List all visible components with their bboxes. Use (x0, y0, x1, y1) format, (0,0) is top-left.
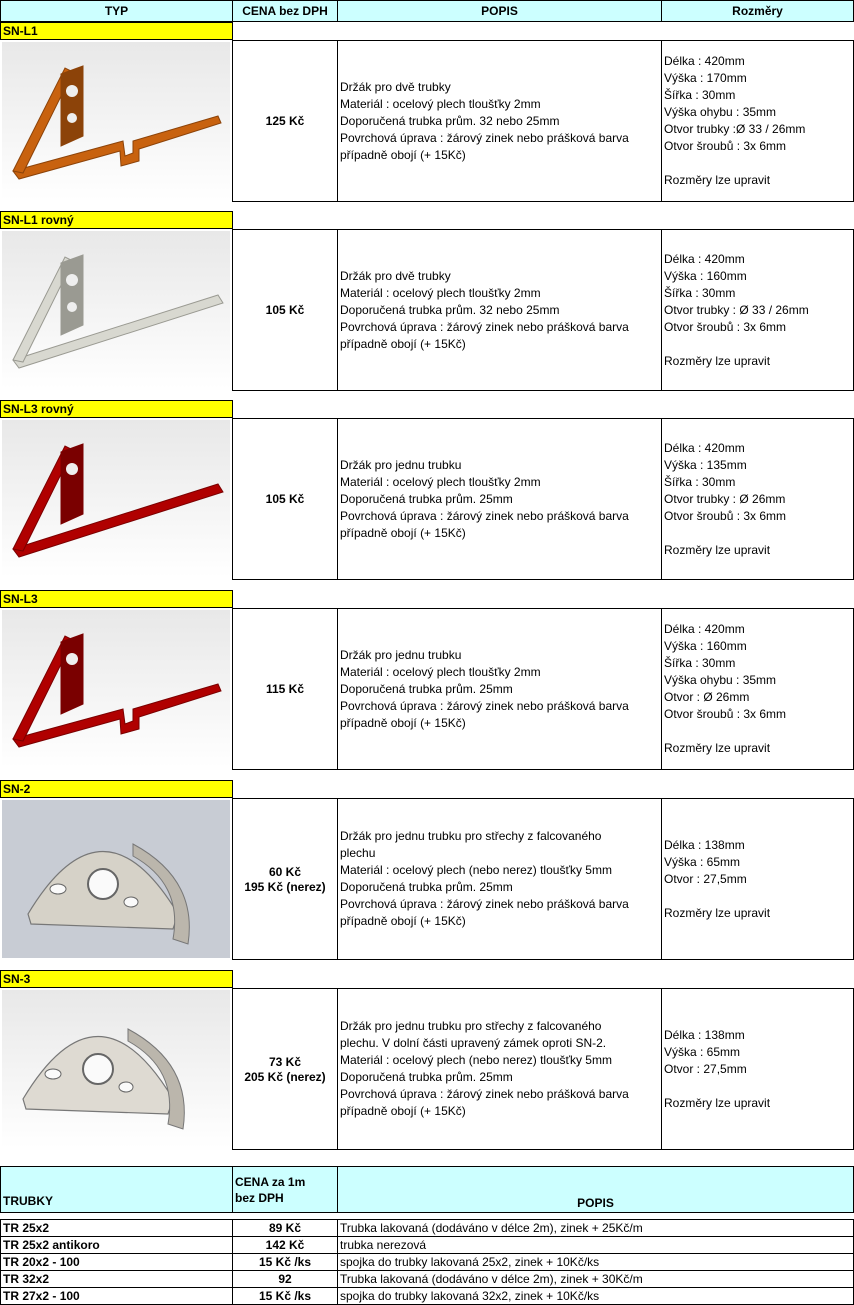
description-line: případně obojí (+ 15Kč) (340, 715, 466, 730)
description-line: plechu (340, 846, 376, 860)
description-line: Povrchová úprava : žárový zinek nebo prášková barva (340, 130, 629, 145)
description-line: Materiál : ocelový plech (nebo nerez) tloušťky 5mm (340, 863, 612, 877)
tubes-header-cena (232, 1166, 338, 1213)
dimension-line: Rozměry lze upravit (664, 353, 771, 368)
tube-price: 92 (232, 1270, 338, 1288)
product-description-cell (337, 418, 662, 580)
tubes-header-typ: TRUBKY (0, 1166, 233, 1213)
description-line: Materiál : ocelový plech tloušťky 2mm (340, 664, 541, 679)
dimension-line: Otvor trubky : Ø 33 / 26mm (664, 302, 809, 317)
tube-name: TR 27x2 - 100 (0, 1287, 233, 1305)
product-price-cell (232, 798, 338, 960)
product-description-cell (337, 229, 662, 391)
description-line: Materiál : ocelový plech tloušťky 2mm (340, 285, 541, 300)
dimension-line: Délka : 138mm (664, 1027, 745, 1042)
header-typ: TYP (0, 0, 233, 22)
dimension-line: Otvor šroubů : 3x 6mm (664, 707, 787, 721)
tubes-header-cena-line2: bez DPH (235, 1190, 284, 1205)
product-dimensions-cell (661, 608, 854, 770)
description-line: Doporučená trubka prům. 25mm (340, 880, 513, 894)
dimension-line (664, 525, 786, 542)
dimension-line: Šířka : 30mm (664, 474, 736, 489)
tube-description: Trubka lakovaná (dodáváno v délce 2m), zinek + 25Kč/m (337, 1219, 854, 1237)
product-price: 125 Kč (265, 114, 305, 128)
product-description-cell (337, 608, 662, 770)
tube-price: 15 Kč /ks (232, 1253, 338, 1271)
dimension-line: Délka : 420mm (664, 440, 745, 455)
tube-name: TR 25x2 antikoro (0, 1236, 233, 1254)
description-line: Doporučená trubka prům. 32 nebo 25mm (340, 113, 560, 128)
product-description (340, 457, 629, 542)
product-dimensions (664, 53, 805, 189)
dimension-line: Výška : 135mm (664, 457, 747, 472)
description-line: Povrchová úprava : žárový zinek nebo prášková barva (340, 508, 629, 523)
product-price: 73 Kč (268, 1054, 302, 1069)
dimension-line: Otvor šroubů : 3x 6mm (664, 508, 787, 523)
product-image-svg (3, 994, 229, 1144)
dimension-line: Výška : 65mm (664, 1044, 741, 1059)
tube-description: Trubka lakovaná (dodáváno v délce 2m), zinek + 30Kč/m (337, 1270, 854, 1288)
dimension-line (664, 336, 809, 353)
product-price: 60 Kč (268, 864, 302, 879)
dimension-line (664, 1078, 770, 1095)
description-line: případně obojí (+ 15Kč) (340, 336, 466, 351)
product-type-label: SN-L3 (0, 590, 233, 608)
description-line: případně obojí (+ 15Kč) (340, 1104, 466, 1118)
description-line: Doporučená trubka prům. 25mm (340, 491, 513, 506)
product-dimensions (664, 621, 786, 757)
product-image (2, 231, 230, 389)
dimension-line: Otvor : 27,5mm (664, 871, 747, 886)
product-image (2, 800, 230, 958)
description-line: Držák pro dvě trubky (340, 79, 451, 94)
description-line: Povrchová úprava : žárový zinek nebo prášková barva (340, 897, 629, 911)
dimension-line: Šířka : 30mm (664, 285, 736, 300)
description-line: Materiál : ocelový plech tloušťky 2mm (340, 474, 541, 489)
product-image (2, 420, 230, 578)
description-line: případně obojí (+ 15Kč) (340, 147, 466, 162)
dimension-line (664, 155, 805, 172)
product-image-svg (3, 614, 229, 764)
product-price: 115 Kč (265, 682, 305, 696)
description-line: Povrchová úprava : žárový zinek nebo prášková barva (340, 698, 629, 713)
product-type-label: SN-L3 rovný (0, 400, 233, 418)
dimension-line: Rozměry lze upravit (664, 741, 771, 755)
product-description (340, 647, 629, 732)
dimension-line: Šířka : 30mm (664, 88, 736, 102)
dimension-line: Otvor trubky : Ø 26mm (664, 491, 786, 506)
dimension-line: Výška ohybu : 35mm (664, 673, 777, 687)
tube-price: 89 Kč (232, 1219, 338, 1237)
product-image-svg (3, 804, 229, 954)
tubes-header-popis: POPIS (337, 1166, 854, 1213)
dimension-line: Délka : 420mm (664, 622, 745, 636)
tube-description: trubka nerezová (337, 1236, 854, 1254)
product-description-cell (337, 798, 662, 960)
product-price: 105 Kč (265, 492, 305, 506)
description-line: Materiál : ocelový plech tloušťky 2mm (340, 96, 541, 111)
product-description (340, 1018, 629, 1120)
product-description (340, 828, 629, 930)
dimension-line: Šířka : 30mm (664, 656, 736, 670)
product-image (2, 990, 230, 1148)
description-line: Povrchová úprava : žárový zinek nebo prášková barva (340, 1087, 629, 1101)
product-description (340, 268, 629, 353)
product-image (2, 610, 230, 768)
product-price-cell (232, 608, 338, 770)
product-dimensions-cell (661, 988, 854, 1150)
description-line: Materiál : ocelový plech (nebo nerez) tloušťky 5mm (340, 1053, 612, 1067)
product-price-cell (232, 40, 338, 202)
product-dimensions (664, 1027, 770, 1112)
product-price-cell (232, 988, 338, 1150)
description-line: Povrchová úprava : žárový zinek nebo prášková barva (340, 319, 629, 334)
product-dimensions-cell (661, 40, 854, 202)
product-dimensions-cell (661, 229, 854, 391)
tubes-header-cena-line1: CENA za 1m (235, 1174, 306, 1189)
dimension-line: Otvor šroubů : 3x 6mm (664, 319, 787, 334)
tube-price: 15 Kč /ks (232, 1287, 338, 1305)
dimension-line: Otvor trubky :Ø 33 / 26mm (664, 122, 806, 136)
tube-name: TR 20x2 - 100 (0, 1253, 233, 1271)
product-type-label: SN-3 (0, 970, 233, 988)
dimension-line: Výška : 170mm (664, 71, 747, 85)
product-type-label: SN-2 (0, 780, 233, 798)
dimension-line: Výška : 160mm (664, 639, 747, 653)
product-image-svg (3, 424, 229, 574)
dimension-line: Rozměry lze upravit (664, 905, 771, 920)
description-line: případně obojí (+ 15Kč) (340, 914, 466, 928)
product-image (2, 42, 230, 200)
description-line: Držák pro jednu trubku pro střechy z falcovaného (340, 829, 602, 843)
dimension-line: Výška : 160mm (664, 268, 747, 283)
description-line: Doporučená trubka prům. 32 nebo 25mm (340, 302, 560, 317)
tube-description: spojka do trubky lakovaná 25x2, zinek + 10Kč/ks (337, 1253, 854, 1271)
dimension-line (664, 723, 786, 740)
dimension-line: Otvor : Ø 26mm (664, 690, 750, 704)
dimension-line: Otvor šroubů : 3x 6mm (664, 139, 787, 153)
dimension-line: Rozměry lze upravit (664, 173, 771, 187)
dimension-line: Rozměry lze upravit (664, 1095, 771, 1110)
description-line: případně obojí (+ 15Kč) (340, 525, 466, 540)
tube-price: 142 Kč (232, 1236, 338, 1254)
description-line: Držák pro dvě trubky (340, 268, 451, 283)
dimension-line: Délka : 420mm (664, 251, 745, 266)
product-dimensions (664, 251, 809, 370)
description-line: Doporučená trubka prům. 25mm (340, 681, 513, 696)
description-line: plechu. V dolní části upravený zámek oproti SN-2. (340, 1036, 607, 1050)
dimension-line: Rozměry lze upravit (664, 542, 771, 557)
product-price-cell (232, 229, 338, 391)
dimension-line: Délka : 138mm (664, 837, 745, 852)
product-dimensions-cell (661, 798, 854, 960)
tube-description: spojka do trubky lakovaná 32x2, zinek + 10Kč/ks (337, 1287, 854, 1305)
header-rozmery: Rozměry (661, 0, 854, 22)
dimension-line: Otvor : 27,5mm (664, 1061, 747, 1076)
header-popis: POPIS (337, 0, 662, 22)
product-description (340, 79, 629, 164)
product-description-cell (337, 40, 662, 202)
product-dimensions (664, 440, 786, 559)
dimension-line: Délka : 420mm (664, 54, 745, 68)
dimension-line: Výška : 65mm (664, 854, 741, 869)
description-line: Držák pro jednu trubku (340, 457, 462, 472)
product-image-svg (3, 46, 229, 196)
product-price: 105 Kč (265, 303, 305, 317)
product-type-label: SN-L1 rovný (0, 211, 233, 229)
dimension-line: Výška ohybu : 35mm (664, 105, 777, 119)
product-price-nerez: 195 Kč (nerez) (244, 879, 326, 894)
header-cena: CENA bez DPH (232, 0, 338, 22)
description-line: Držák pro jednu trubku pro střechy z falcovaného (340, 1019, 602, 1033)
product-price-cell (232, 418, 338, 580)
description-line: Držák pro jednu trubku (340, 647, 462, 662)
product-dimensions (664, 837, 770, 922)
product-type-label: SN-L1 (0, 22, 233, 40)
product-dimensions-cell (661, 418, 854, 580)
description-line: Doporučená trubka prům. 25mm (340, 1070, 513, 1084)
product-description-cell (337, 988, 662, 1150)
tube-name: TR 32x2 (0, 1270, 233, 1288)
product-image-svg (3, 235, 229, 385)
dimension-line (664, 888, 770, 905)
product-price-nerez: 205 Kč (nerez) (244, 1069, 326, 1084)
tube-name: TR 25x2 (0, 1219, 233, 1237)
